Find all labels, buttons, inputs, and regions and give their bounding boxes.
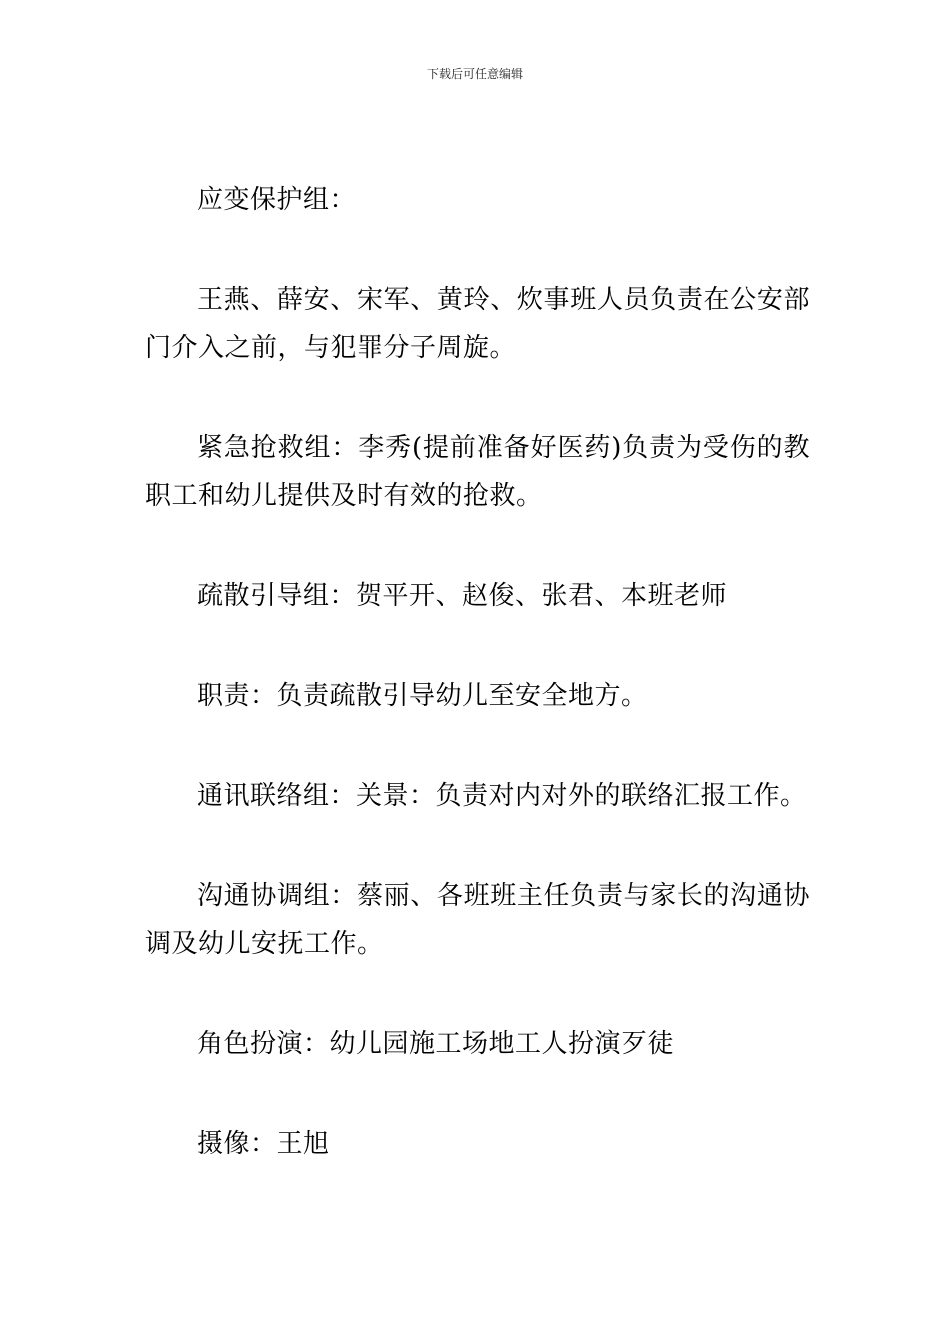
paragraph-evacuation-duty: 职责：负责疏散引导幼儿至安全地方。 xyxy=(197,681,648,711)
document-body xyxy=(145,176,810,1168)
paragraph-communication-group: 通讯联络组：关景：负责对内对外的联络汇报工作。 xyxy=(197,781,807,811)
page-header: 下载后可任意编辑 xyxy=(426,67,523,81)
paragraph-evacuation-group: 疏散引导组：贺平开、赵俊、张君、本班老师 xyxy=(197,581,728,611)
paragraph-first-aid-group: 紧急抢救组：李秀(提前准备好医药)负责为受伤的教职工和幼儿提供及时有效的抢救。 xyxy=(145,433,810,511)
paragraph-camera: 摄像：王旭 xyxy=(197,1129,330,1159)
paragraph-coordination-group: 沟通协调组：蔡丽、各班班主任负责与家长的沟通协调及幼儿安抚工作。 xyxy=(145,881,810,959)
paragraph-emergency-protection-members: 王燕、薛安、宋军、黄玲、炊事班人员负责在公安部门介入之前，与犯罪分子周旋。 xyxy=(145,285,810,363)
paragraph-role-play: 角色扮演：幼儿园施工场地工人扮演歹徒 xyxy=(197,1029,675,1059)
paragraph-emergency-protection-title: 应变保护组： xyxy=(197,185,357,215)
